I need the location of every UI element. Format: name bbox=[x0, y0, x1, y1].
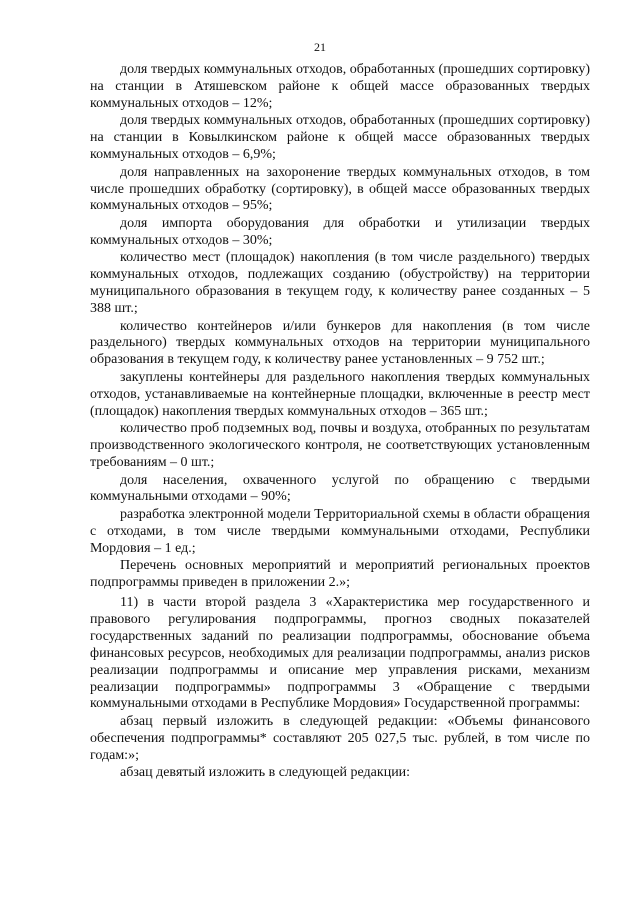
document-body bbox=[90, 62, 590, 782]
paragraph-tko-sorted-atyashevo: доля твердых коммунальных отходов, обработанных (прошедших сортировку) на станции в Атяшевском районе к общей массе образованных твердых коммунальных отходов – 12%; bbox=[90, 62, 590, 111]
paragraph-ninth-abzac-edit: абзац девятый изложить в следующей редакции: bbox=[120, 765, 411, 781]
page-number: 21 bbox=[314, 40, 326, 54]
paragraph-item-11: 11) в части второй раздела 3 «Характеристика мер государственного и правового регулирования подпрограммы, прогноз сводных показателей государственных заданий по реализации подпрограммы, обоснование объема финансовых ресурсов, необходимых для реализации подпрограммы, анализ рисков реализации подпрограммы и описание мер управления рисками, механизм реализации подпрограммы» подпрограммы 3 «Обращение с твердыми коммунальными отходами в Республике Мордовия» Государственной программы: bbox=[90, 595, 590, 712]
paragraph-separate-containers-purchased: закуплены контейнеры для раздельного накопления твердых коммунальных отходов, устанавливаемые на контейнерные площадки, включенные в реестр мест (площадок) накопления твердых коммунальных отходов – 365 шт.; bbox=[90, 369, 590, 419]
paragraph-population-coverage: доля населения, охваченного услугой по обращению с твердыми коммунальными отходами – 90%; bbox=[90, 472, 590, 505]
paragraph-first-abzac-edit: абзац первый изложить в следующей редакции: «Объемы финансового обеспечения подпрограммы* составляют 205 027,5 тыс. рублей, в том числе по годам:»; bbox=[90, 713, 590, 763]
paragraph-containers-count: количество контейнеров и/или бункеров для накопления (в том числе раздельного) твердых коммунальных отходов на территории муниципального образования в текущем году, к количеству ранее установленных – 9 752 шт.; bbox=[90, 318, 590, 368]
paragraph-electronic-model: разработка электронной модели Территориальной схемы в области обращения с отходами, в том числе твердыми коммунальными отходами, Республики Мордовия – 1 ед.; bbox=[90, 506, 590, 556]
paragraph-equipment-import-share: доля импорта оборудования для обработки и утилизации твердых коммунальных отходов – 30%; bbox=[90, 215, 590, 248]
paragraph-environmental-samples: количество проб подземных вод, почвы и воздуха, отобранных по результатам производственного экологического контроля, не соответствующих установленным требованиям – 0 шт.; bbox=[90, 421, 590, 470]
paragraph-collection-sites-count: количество мест (площадок) накопления (в том числе раздельного) твердых коммунальных отходов, подлежащих созданию (обустройству) на территории муниципального образования в текущем году, к количеству ранее созданных – 5 388 шт.; bbox=[90, 250, 590, 317]
paragraph-tko-landfill-share: доля направленных на захоронение твердых коммунальных отходов, в том числе прошедших обработку (сортировку), в общей массе образованных твердых коммунальных отходов – 95%; bbox=[90, 164, 590, 214]
paragraph-activities-list: Перечень основных мероприятий и мероприятий региональных проектов подпрограммы приведен в приложении 2.»; bbox=[90, 558, 590, 591]
paragraph-tko-sorted-kovylkino: доля твердых коммунальных отходов, обработанных (прошедших сортировку) на станции в Ковылкинском районе к общей массе образованных твердых коммунальных отходов – 6,9%; bbox=[90, 113, 590, 163]
